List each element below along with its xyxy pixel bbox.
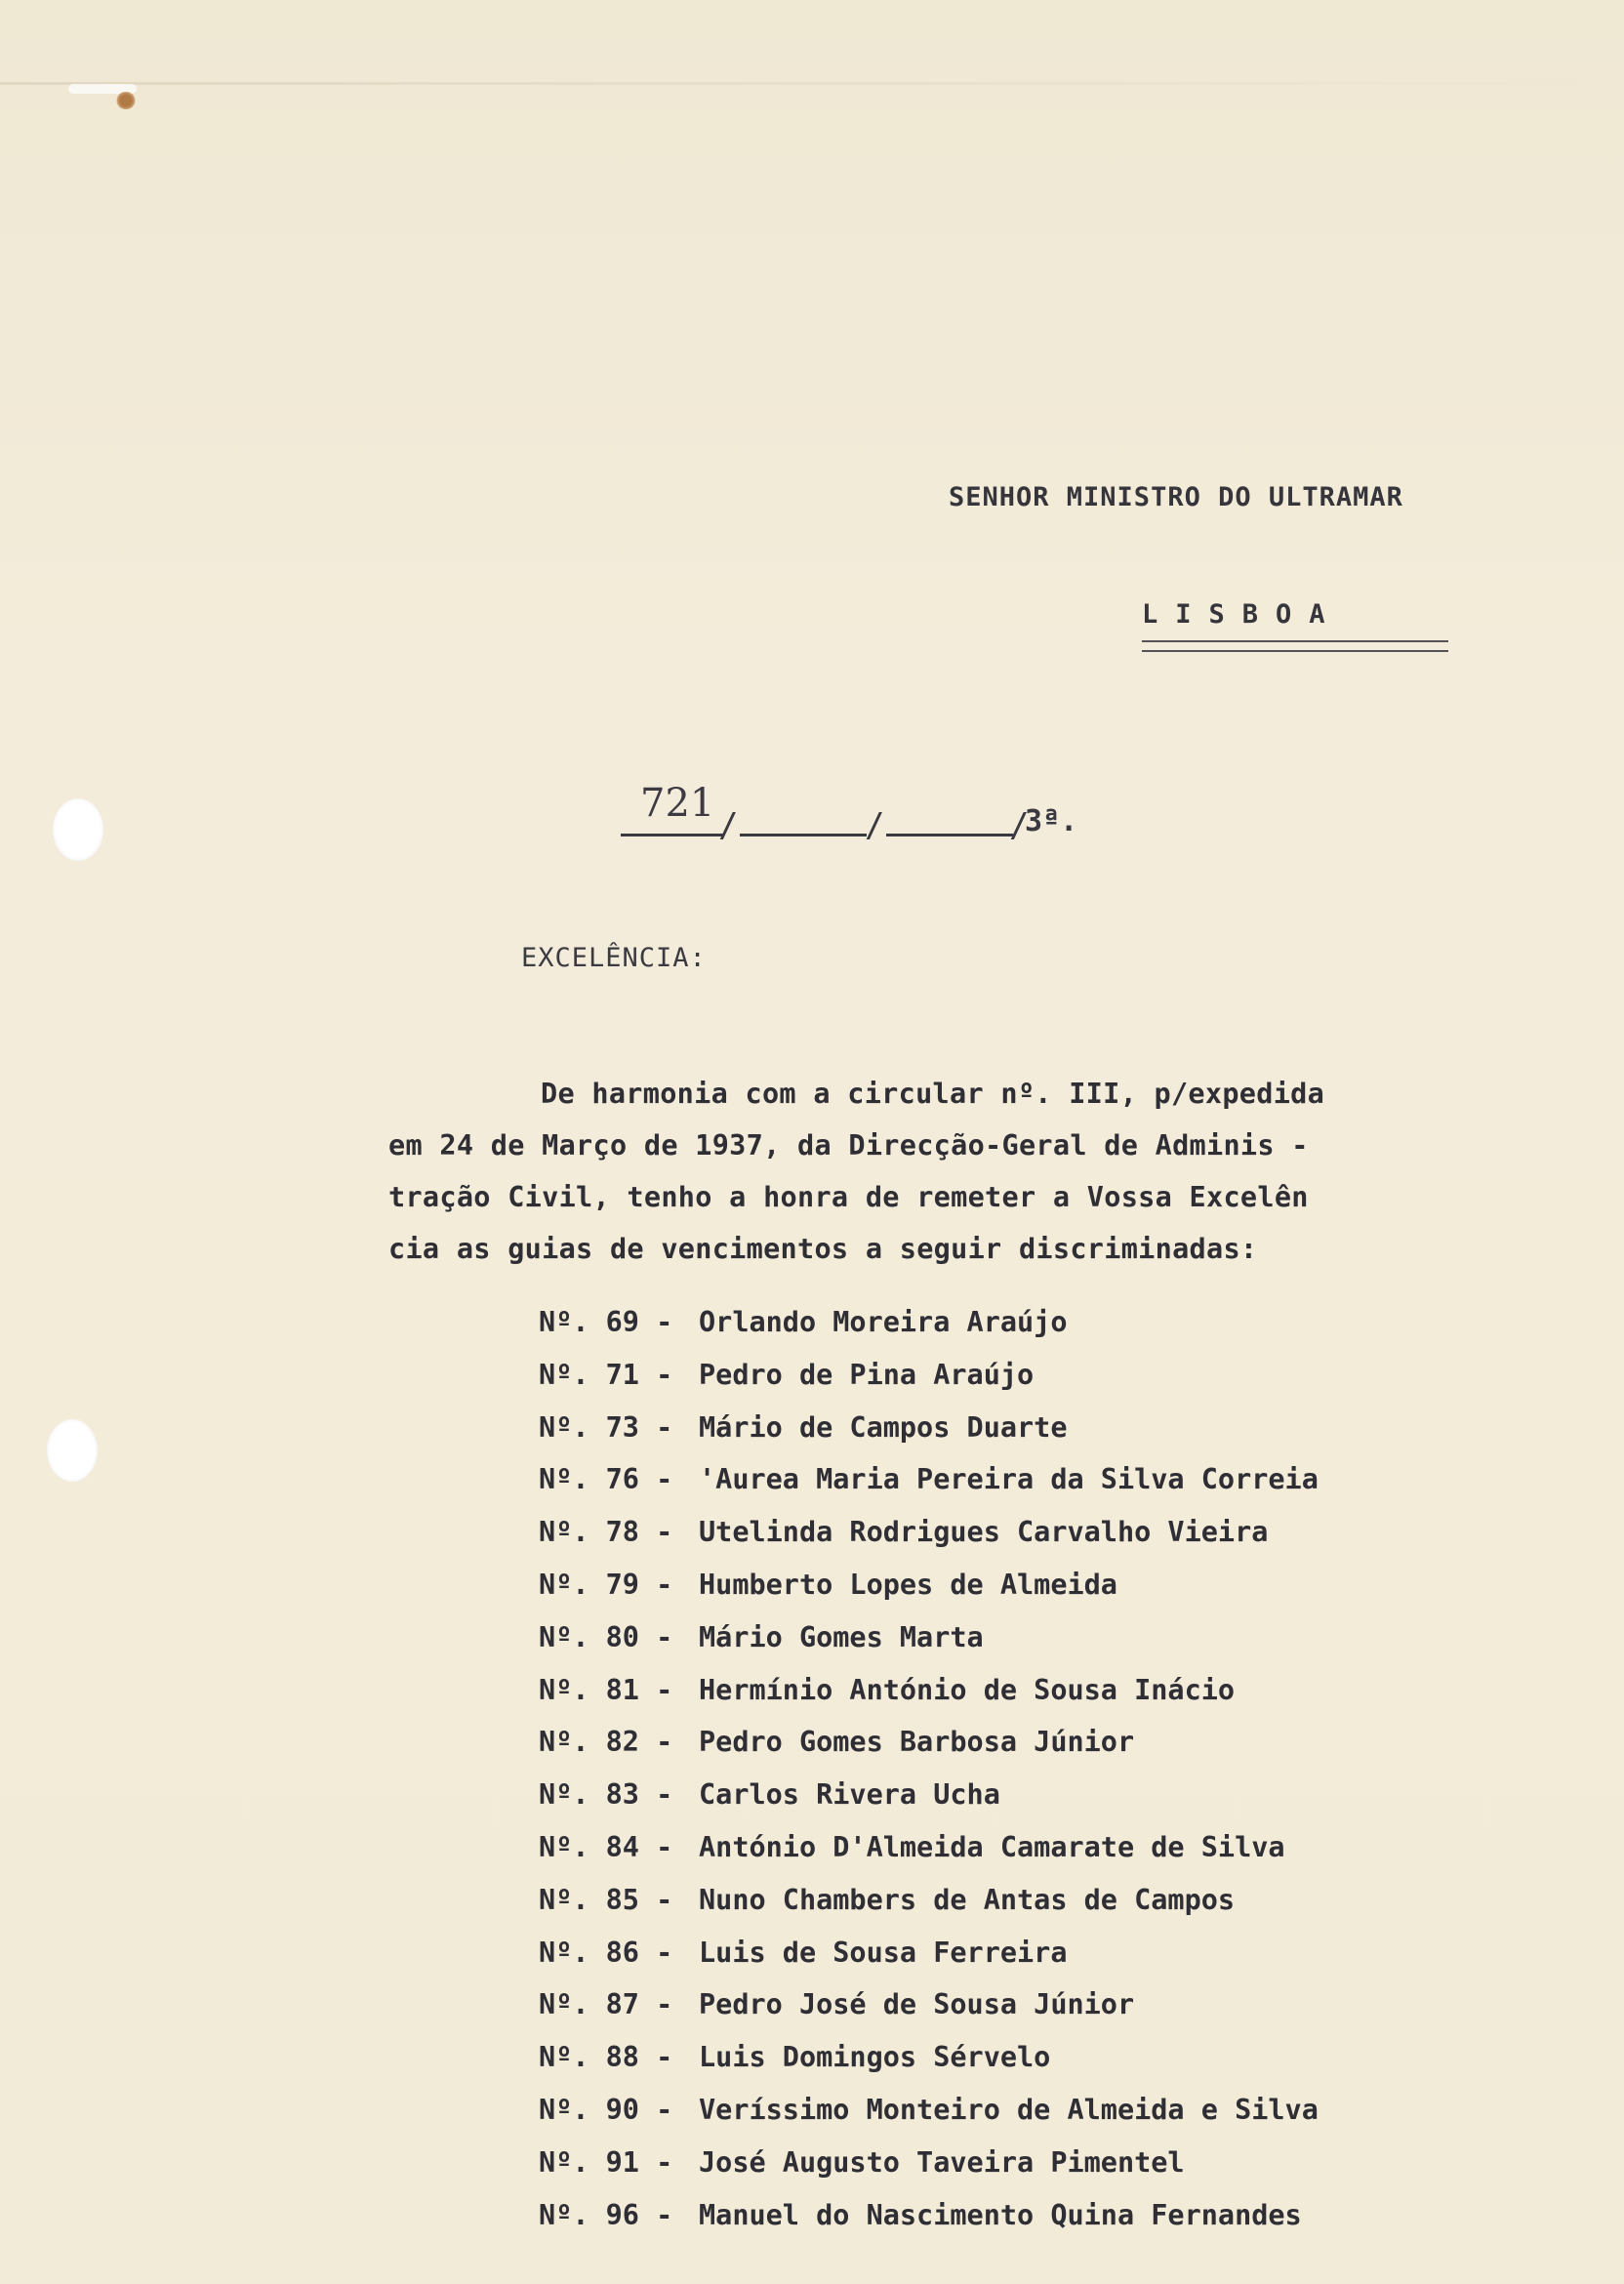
body-line: tração Civil, tenho a honra de remeter a Vossa Excelên (388, 1181, 1309, 1213)
salutation: EXCELÊNCIA: (521, 943, 707, 973)
list-item (539, 1674, 1515, 1727)
entry-number: Nº. 73 - (539, 1410, 673, 1444)
entry-name: Luis de Sousa Ferreira (699, 1936, 1068, 1969)
list-item (539, 2094, 1515, 2146)
reference-line (621, 781, 1128, 849)
entry-number: Nº. 83 - (539, 1778, 673, 1812)
reference-suffix: 3ª. (1025, 804, 1078, 838)
entry-number: Nº. 79 - (539, 1568, 673, 1601)
body-line: cia as guias de vencimentos a seguir discriminadas: (388, 1233, 1258, 1265)
list-item (539, 1411, 1515, 1464)
list-item (539, 1831, 1515, 1884)
list-item (539, 1884, 1515, 1937)
staple-icon (115, 92, 137, 109)
reference-blank (621, 834, 724, 836)
body-paragraph (388, 1068, 1433, 1275)
entry-number: Nº. 71 - (539, 1358, 673, 1391)
entry-name: Hermínio António de Sousa Inácio (699, 1673, 1236, 1706)
entry-name: Mário de Campos Duarte (699, 1410, 1068, 1444)
entry-name: 'Aurea Maria Pereira da Silva Correia (699, 1463, 1319, 1496)
entry-number: Nº. 90 - (539, 2093, 673, 2126)
body-line: em 24 de Março de 1937, da Direcção-Geral de Adminis - (388, 1129, 1309, 1162)
list-item (539, 1621, 1515, 1674)
entry-number: Nº. 88 - (539, 2041, 673, 2074)
entry-number: Nº. 91 - (539, 2145, 673, 2179)
reference-blank (886, 834, 1013, 836)
entry-number: Nº. 69 - (539, 1306, 673, 1338)
entry-number: Nº. 86 - (539, 1936, 673, 1969)
list-item (539, 1937, 1515, 1989)
list-item (539, 1516, 1515, 1569)
list-item (539, 1359, 1515, 1411)
reference-slash: / (718, 806, 739, 845)
paper-fold (0, 82, 1624, 85)
entry-number: Nº. 76 - (539, 1463, 673, 1496)
entry-number: Nº. 80 - (539, 1620, 673, 1653)
list-item (539, 1569, 1515, 1621)
entry-name: Pedro José de Sousa Júnior (699, 1988, 1135, 2021)
punch-hole-icon (47, 1419, 98, 1482)
city-underline (1142, 640, 1448, 652)
entry-number: Nº. 82 - (539, 1726, 673, 1759)
entry-number: Nº. 96 - (539, 2198, 673, 2231)
punch-hole-icon (53, 798, 103, 861)
entry-name: José Augusto Taveira Pimentel (699, 2145, 1185, 2179)
addressee: SENHOR MINISTRO DO ULTRAMAR (949, 482, 1403, 512)
reference-slash: / (865, 806, 885, 845)
entry-name: Mário Gomes Marta (699, 1620, 984, 1653)
entry-name: Pedro Gomes Barbosa Júnior (699, 1726, 1135, 1759)
city: LISBOA (1142, 599, 1343, 630)
reference-slash: / (1009, 806, 1030, 845)
list-item (539, 2041, 1515, 2094)
entries-list (539, 1306, 1515, 2251)
list-item (539, 1726, 1515, 1778)
entry-name: Nuno Chambers de Antas de Campos (699, 1883, 1236, 1916)
body-line: De harmonia com a circular nº. III, p/expedida (541, 1078, 1325, 1110)
reference-number: 721 (640, 781, 715, 826)
entry-name: Utelinda Rodrigues Carvalho Vieira (699, 1516, 1269, 1549)
list-item (539, 1463, 1515, 1516)
list-item (539, 1306, 1515, 1359)
entry-name: Carlos Rivera Ucha (699, 1778, 1000, 1812)
entry-name: António D'Almeida Camarate de Silva (699, 1830, 1285, 1863)
entry-name: Luis Domingos Sérvelo (699, 2041, 1051, 2074)
entry-name: Humberto Lopes de Almeida (699, 1568, 1117, 1601)
list-item (539, 1988, 1515, 2041)
entry-number: Nº. 84 - (539, 1830, 673, 1863)
entry-name: Veríssimo Monteiro de Almeida e Silva (699, 2093, 1319, 2126)
entry-number: Nº. 81 - (539, 1673, 673, 1706)
entry-number: Nº. 78 - (539, 1516, 673, 1549)
entry-name: Pedro de Pina Araújo (699, 1358, 1035, 1391)
list-item (539, 1778, 1515, 1831)
entry-number: Nº. 85 - (539, 1883, 673, 1916)
entry-name: Orlando Moreira Araújo (699, 1306, 1068, 1338)
list-item (539, 2199, 1515, 2252)
list-item (539, 2146, 1515, 2199)
entry-name: Manuel do Nascimento Quina Fernandes (699, 2198, 1302, 2231)
reference-blank (740, 834, 867, 836)
entry-number: Nº. 87 - (539, 1988, 673, 2021)
